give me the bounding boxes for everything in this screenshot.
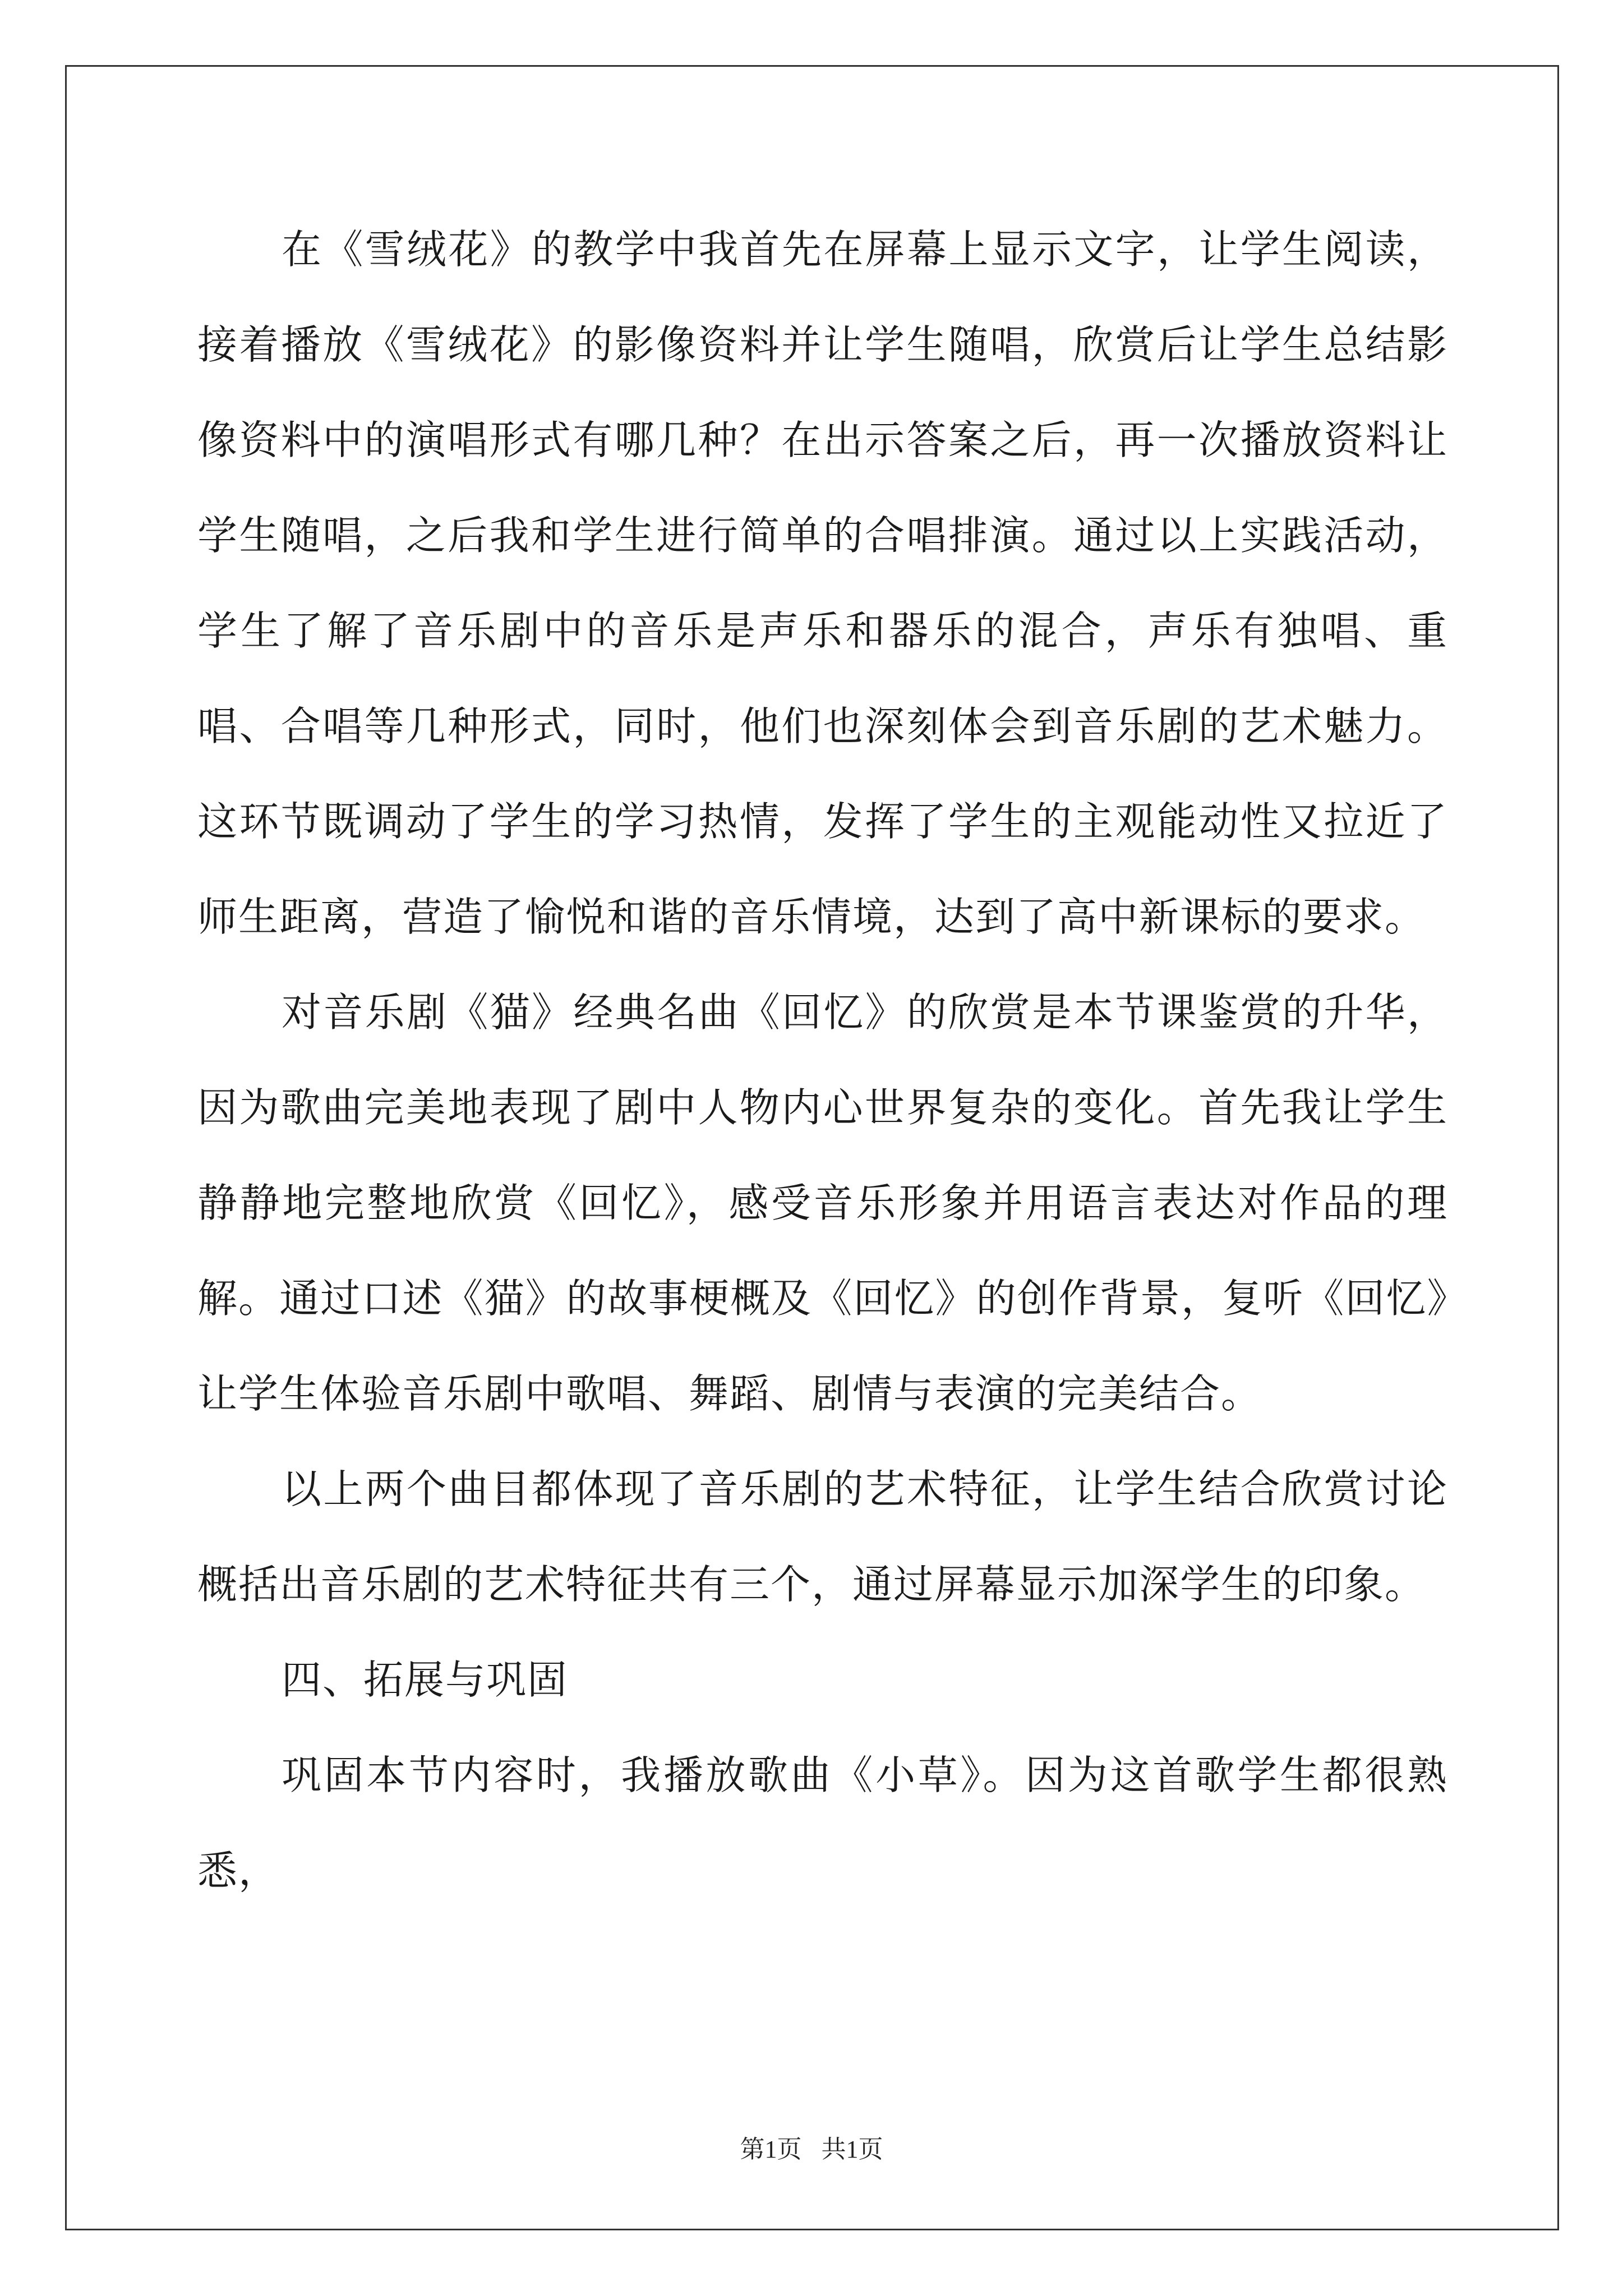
paragraph-3: 以上两个曲目都体现了音乐剧的艺术特征，让学生结合欣赏讨论概括出音乐剧的艺术特征共有三个，通过屏幕显示加深学生的印象。 [197,1466,1448,1608]
paragraph-4: 巩固本节内容时，我播放歌曲《小草》。因为这首歌学生都很熟悉， [197,1752,1448,1894]
document-body [197,202,1448,1918]
page-number: 第1页 [740,2136,802,2163]
paragraph-1: 在《雪绒花》的教学中我首先在屏幕上显示文字，让学生阅读，接着播放《雪绒花》的影像资料并让学生随唱，欣赏后让学生总结影像资料中的演唱形式有哪几种？在出示答案之后，再一次播放资料让学生随唱，之后我和学生进行简单的合唱排演。通过以上实践活动，学生了解了音乐剧中的音乐是声乐和器乐的混合，声乐有独唱、重唱、合唱等几种形式，同时，他们也深刻体会到音乐剧的艺术魅力。这环节既调动了学生的学习热情，发挥了学生的主观能动性又拉近了师生距离，营造了愉悦和谐的音乐情境，达到了高中新课标的要求。 [197,226,1448,940]
section-heading: 四、拓展与巩固 [282,1657,569,1703]
page-total: 共1页 [821,2136,883,2163]
page-footer [0,2129,1623,2165]
paragraph-2: 对音乐剧《猫》经典名曲《回忆》的欣赏是本节课鉴赏的升华，因为歌曲完美地表现了剧中人物内心世界复杂的变化。首先我让学生静静地完整地欣赏《回忆》，感受音乐形象并用语言表达对作品的理解。通过口述《猫》的故事梗概及《回忆》的创作背景，复听《回忆》让学生体验音乐剧中歌唱、舞蹈、剧情与表演的完美结合。 [197,989,1448,1417]
